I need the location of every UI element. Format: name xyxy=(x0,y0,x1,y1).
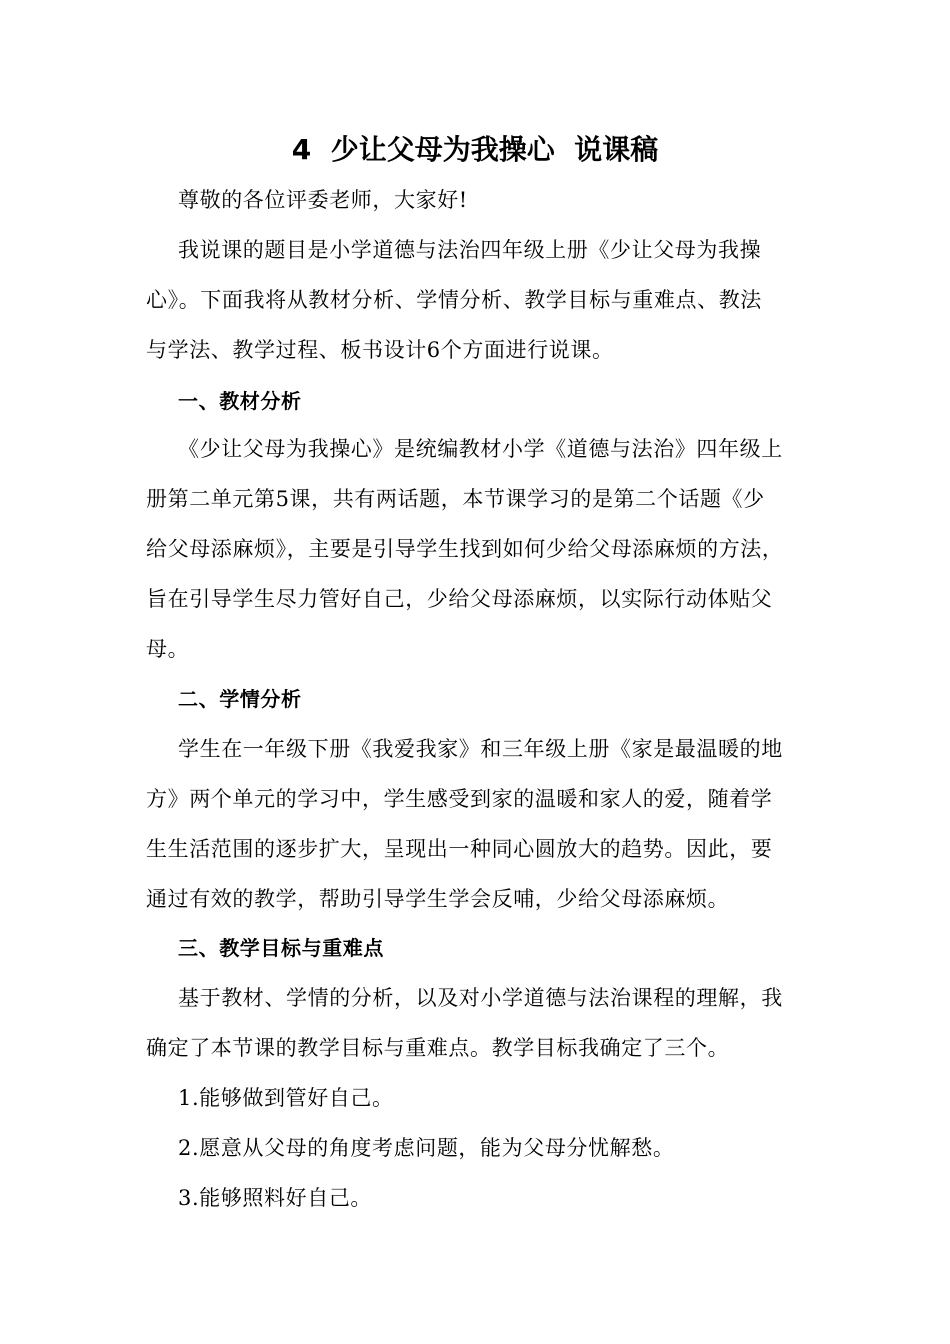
intro-line: 心》。下面我将从教材分析、学情分析、教学目标与重难点、教法 xyxy=(146,288,762,312)
section-heading-teaching-goals: 三、教学目标与重难点 xyxy=(178,936,384,960)
paragraph-line: 确定了本节课的教学目标与重难点。教学目标我确定了三个。 xyxy=(146,1036,730,1060)
paragraph-line: 基于教材、学情的分析，以及对小学道德与法治课程的理解，我 xyxy=(178,986,783,1010)
intro-line: 我说课的题目是小学道德与法治四年级上册《少让父母为我操 xyxy=(178,238,762,262)
paragraph-line: 生生活范围的逐步扩大，呈现出一种同心圆放大的趋势。因此，要 xyxy=(146,837,773,861)
paragraph-line: 给父母添麻烦》，主要是引导学生找到如何少给父母添麻烦的方法， xyxy=(146,537,784,561)
paragraph-line: 通过有效的教学，帮助引导学生学会反哺，少给父母添麻烦。 xyxy=(146,887,730,911)
intro-line: 与学法、教学过程、板书设计6个方面进行说课。 xyxy=(146,338,614,362)
document-title: 4 少让父母为我操心 说课稿 xyxy=(291,133,659,166)
paragraph-line: 册第二单元第5课，共有两话题，本节课学习的是第二个话题《少 xyxy=(146,487,765,511)
paragraph-line: 方》两个单元的学习中，学生感受到家的温暖和家人的爱，随着学 xyxy=(146,787,773,811)
section-heading-textbook-analysis: 一、教材分析 xyxy=(178,389,302,413)
goal-item: 1.能够做到管好自己。 xyxy=(178,1086,394,1110)
paragraph-line: 母。 xyxy=(146,637,190,661)
paragraph-line: 《少让父母为我操心》是统编教材小学《道德与法治》四年级上 xyxy=(178,437,783,461)
greeting: 尊敬的各位评委老师，大家好! xyxy=(178,188,468,212)
section-heading-student-analysis: 二、学情分析 xyxy=(178,687,302,711)
paragraph-line: 旨在引导学生尽力管好自己，少给父母添麻烦，以实际行动体贴父 xyxy=(146,587,773,611)
paragraph-line: 学生在一年级下册《我爱我家》和三年级上册《家是最温暖的地 xyxy=(178,737,783,761)
goal-item: 2.愿意从父母的角度考虑问题，能为父母分忧解愁。 xyxy=(178,1136,675,1160)
goal-item: 3.能够照料好自己。 xyxy=(178,1186,373,1210)
